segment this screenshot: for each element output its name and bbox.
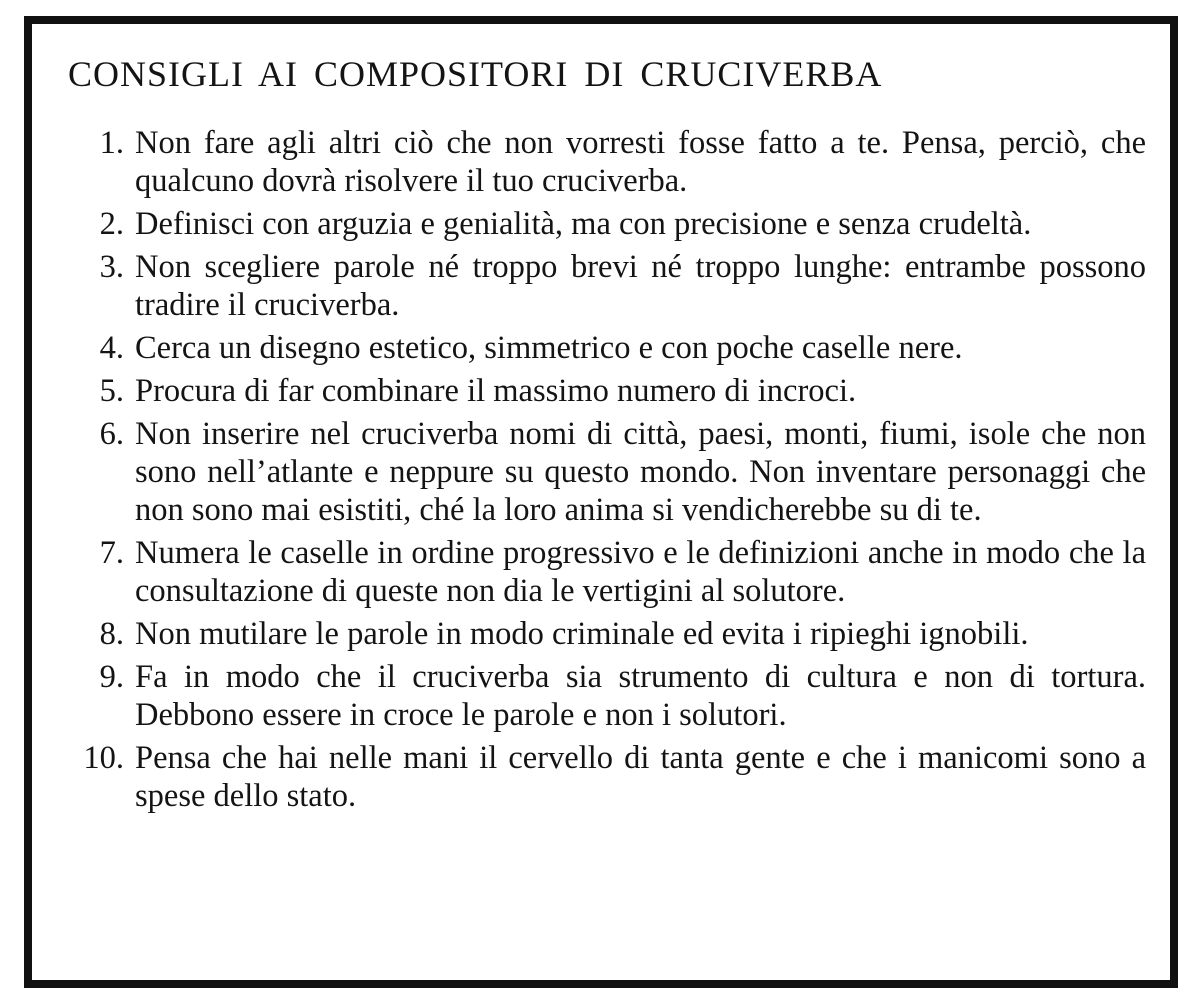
rule-text: Non scegliere parole né troppo brevi né troppo lunghe: entrambe possono tradire il cruciverba. xyxy=(135,249,1146,323)
rule-text: Non mutilare le parole in modo criminale ed evita i ripieghi ignobili. xyxy=(135,616,1029,652)
rule-item xyxy=(68,658,1146,734)
rule-text: Non inserire nel cruciverba nomi di città, paesi, monti, fiumi, isole che non sono nell’atlante e neppure su questo mondo. Non inventare personaggi che non sono mai esistiti, ché la loro anima si vendicherebbe su di te. xyxy=(135,416,1146,528)
rule-text: Pensa che hai nelle mani il cervello di tanta gente e che i manicomi sono a spese dello stato. xyxy=(135,740,1146,814)
rule-number: 8. xyxy=(99,616,124,652)
rule-item xyxy=(68,329,1146,367)
rule-item xyxy=(68,124,1146,200)
rule-item xyxy=(68,415,1146,529)
rule-text: Procura di far combinare il massimo numero di incroci. xyxy=(135,373,857,409)
rule-item xyxy=(68,372,1146,410)
rule-text: Numera le caselle in ordine progressivo e le definizioni anche in modo che la consultazione di queste non dia le vertigini al solutore. xyxy=(135,535,1146,609)
rule-item xyxy=(68,615,1146,653)
rule-text: Non fare agli altri ciò che non vorresti fosse fatto a te. Pensa, perciò, che qualcuno dovrà risolvere il tuo cruciverba. xyxy=(135,125,1146,199)
rule-text: Cerca un disegno estetico, simmetrico e con poche caselle nere. xyxy=(135,330,963,366)
rule-number: 6. xyxy=(99,416,124,452)
rule-text: Fa in modo che il cruciverba sia strumento di cultura e non di tortura. Debbono essere in croce le parole e non i solutori. xyxy=(135,659,1146,733)
rule-text: Definisci con arguzia e genialità, ma con precisione e senza crudeltà. xyxy=(135,206,1032,242)
rule-number: 10. xyxy=(83,740,124,776)
rule-number: 4. xyxy=(99,330,124,366)
rule-item xyxy=(68,739,1146,815)
document-frame xyxy=(24,16,1178,988)
document-title: CONSIGLI AI COMPOSITORI DI CRUCIVERBA xyxy=(68,54,883,94)
rule-item xyxy=(68,534,1146,610)
rule-number: 5. xyxy=(99,373,124,409)
rule-number: 7. xyxy=(99,535,124,571)
rule-item xyxy=(68,248,1146,324)
rule-number: 2. xyxy=(99,206,124,242)
rule-number: 1. xyxy=(99,125,124,161)
rule-number: 9. xyxy=(99,659,124,695)
rules-list xyxy=(68,124,1146,820)
rule-number: 3. xyxy=(99,249,124,285)
rule-item xyxy=(68,205,1146,243)
